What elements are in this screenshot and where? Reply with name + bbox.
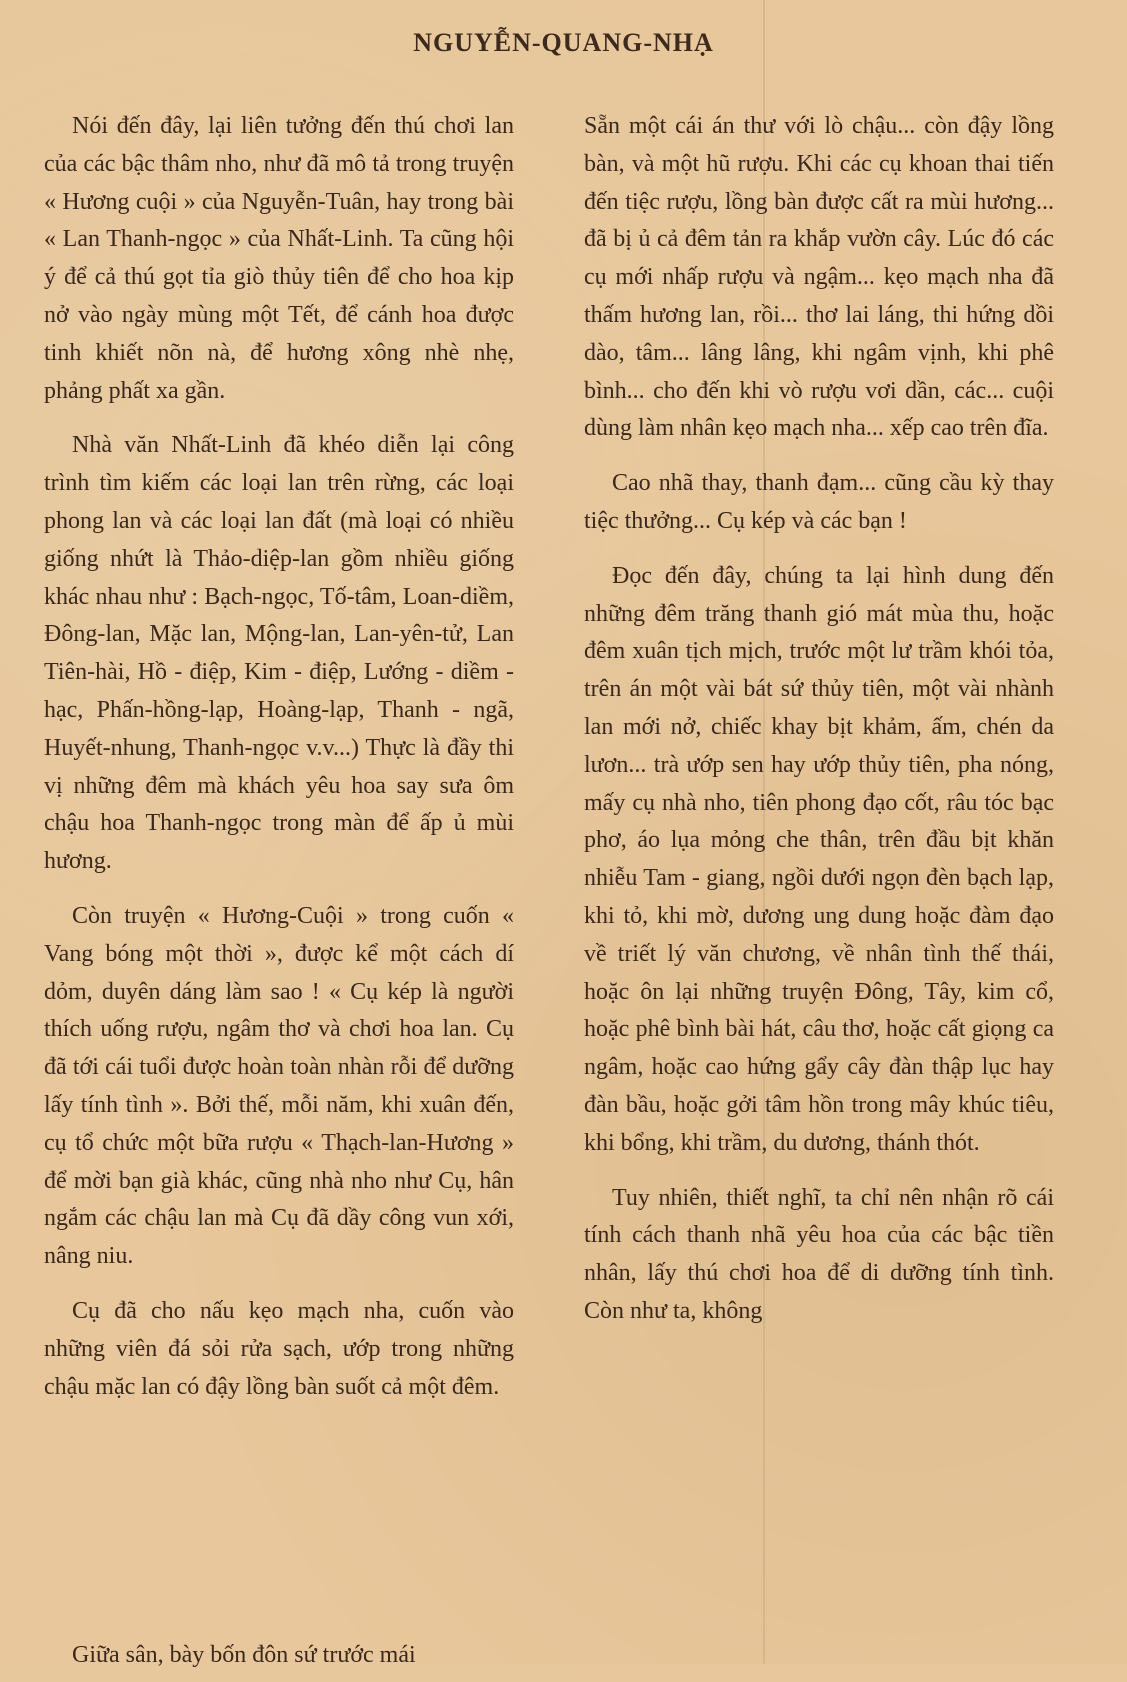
left-paragraph-2: Nhà văn Nhất-Linh đã khéo diễn lại công trình tìm kiếm các loại lan trên rừng, các loại phong lan và các loại lan đất (mà loại có nhiều giống nhứt là Thảo-diệp-lan gồm nhiều giống khác nhau như : Bạch-ngọc, Tố-tâm, Loan-diềm, Đông-lan, Mặc lan, Mộng-lan, Lan-yên-tử, Lan Tiên-hài, Hồ - điệp, Kim - điệp, Lướng - diềm - hạc, Phấn-hồng-lạp, Hoàng-lạp, Thanh - ngã, Huyết-nhung, Thanh-ngọc v.v...) Thực là đầy thi vị những đêm mà khách yêu hoa say sưa ôm chậu hoa Thanh-ngọc trong màn để ấp ủ mùi hương. xyxy=(44,432,514,875)
right-paragraph-4: Tuy nhiên, thiết nghĩ, ta chỉ nên nhận rõ cái tính cách thanh nhã yêu hoa của các bậc tiền nhân, lấy thú chơi hoa để di dưỡng tính tình. Còn như ta, không xyxy=(584,1184,1054,1324)
footer-cut-text: Giữa sân, bày bốn đôn sứ trước mái xyxy=(72,1642,416,1668)
bottom-cutoff-line xyxy=(0,1636,1127,1682)
page-header: NGUYỄN-QUANG-NHẠ xyxy=(413,28,714,57)
left-paragraph-3: Còn truyện « Hương-Cuội » trong cuốn « Vang bóng một thời », được kể một cách dí dỏm, duyên dáng làm sao ! « Cụ kép là người thích uống rượu, ngâm thơ và chơi hoa lan. Cụ đã tới cái tuổi được hoàn toàn nhàn rỗi để dưỡng lấy tính tình ». Bởi thế, mỗi năm, khi xuân đến, cụ tổ chức một bữa rượu « Thạch-lan-Hương » để mời bạn già khác, cũng nhà nho như Cụ, hân ngắm các chậu lan mà Cụ đã dầy công vun xới, nâng niu. xyxy=(44,902,514,1270)
left-paragraph-4: Cụ đã cho nấu kẹo mạch nha, cuốn vào những viên đá sỏi rửa sạch, ướp trong những chậu mặc lan có đậy lồng bàn suốt cả một đêm. xyxy=(44,1297,514,1400)
left-text-column xyxy=(44,108,514,1423)
left-paragraph-1: Nói đến đây, lại liên tưởng đến thú chơi lan của các bậc thâm nho, như đã mô tả trong truyện « Hương cuội » của Nguyễn-Tuân, hay trong bài « Lan Thanh-ngọc » của Nhất-Linh. Ta cũng hội ý để cả thú gọt tỉa giò thủy tiên để cho hoa kịp nở vào ngày mùng một Tết, để cánh hoa được tinh khiết nõn nà, để hương xông nhè nhẹ, phảng phất xa gần. xyxy=(44,113,514,404)
right-text-column xyxy=(584,108,1054,1348)
right-paragraph-1: Sẵn một cái án thư với lò chậu... còn đậy lồng bàn, và một hũ rượu. Khi các cụ khoan thai tiến đến tiệc rượu, lồng bàn được cất ra mùi hương... đã bị ủ cả đêm tản ra khắp vườn cây. Lúc đó các cụ mới nhấp rượu và ngậm... kẹo mạch nha đã thấm hương lan, rồi... thơ lai láng, thi hứng dồi dào, tâm... lâng lâng, khi ngâm vịnh, khi phê bình... cho đến khi vò rượu vơi dần, các... cuội dùng làm nhân kẹo mạch nha... xếp cao trên đĩa. xyxy=(584,113,1054,442)
right-paragraph-3: Đọc đến đây, chúng ta lại hình dung đến những đêm trăng thanh gió mát mùa thu, hoặc đêm xuân tịch mịch, trước một lư trầm khói tỏa, trên án một vài bát sứ thủy tiên, một vài nhành lan mới nở, chiếc khay bịt khảm, ấm, chén da lươn... trà ướp sen hay ướp thủy tiên, pha nóng, mấy cụ nhà nho, tiên phong đạo cốt, râu tóc bạc phơ, áo lụa mỏng che thân, trên đầu bịt khăn nhiễu Tam - giang, ngồi dưới ngọn đèn bạch lạp, khi tỏ, khi mờ, dương ung dung hoặc đàm đạo về triết lý văn chương, về nhân tình thế thái, hoặc ôn lại những truyện Đông, Tây, kim cổ, hoặc phê bình bài hát, câu thơ, hoặc cất giọng ca ngâm, hoặc cao hứng gẩy cây đàn thập lục hay đàn bầu, hoặc gởi tâm hồn trong mây khúc tiêu, khi bổng, khi trầm, du dương, thánh thót. xyxy=(584,562,1054,1156)
right-paragraph-2: Cao nhã thay, thanh đạm... cũng cầu kỳ thay tiệc thưởng... Cụ kép và các bạn ! xyxy=(584,470,1054,534)
